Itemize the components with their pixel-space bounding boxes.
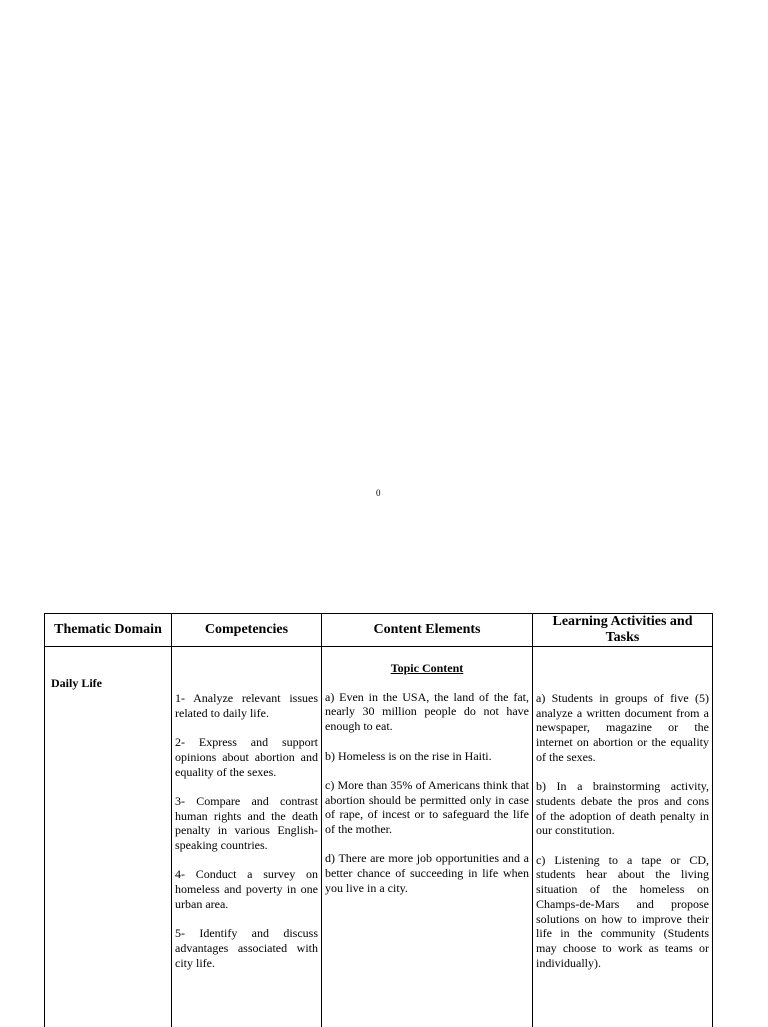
competencies-cell — [172, 647, 322, 1027]
activity-item: b) In a brainstorming activity, students debate the pros and cons of the adoption of death penalty in our constitution. — [536, 779, 709, 838]
header-competencies: Competencies — [172, 614, 322, 647]
domain-label: Daily Life — [48, 676, 168, 691]
content-elements-list — [325, 690, 529, 896]
domain-cell — [45, 647, 172, 1027]
activity-item: c) Listening to a tape or CD, students hear about the living situation of the homeless on Champs-de-Mars and propose solutions on how to improve their life in the community (Students may choose to work as teams or individually). — [536, 853, 709, 971]
page-marker: 0 — [376, 488, 381, 498]
competency-item: 3- Compare and contrast human rights and the death penalty in various English-speaking countries. — [175, 794, 318, 853]
content-element-item: b) Homeless is on the rise in Haiti. — [325, 749, 529, 764]
competency-item: 1- Analyze relevant issues related to daily life. — [175, 691, 318, 720]
competency-item: 2- Express and support opinions about abortion and equality of the sexes. — [175, 735, 318, 779]
header-learning-activities: Learning Activities and Tasks — [533, 614, 713, 647]
competencies-list — [175, 691, 318, 970]
competency-item: 5- Identify and discuss advantages associated with city life. — [175, 926, 318, 970]
topic-content-title: Topic Content — [325, 661, 529, 676]
activities-cell — [533, 647, 713, 1027]
content-element-item: a) Even in the USA, the land of the fat, nearly 30 million people do not have enough to eat. — [325, 690, 529, 734]
table-row — [45, 647, 713, 1027]
header-content-elements: Content Elements — [322, 614, 533, 647]
header-thematic-domain: Thematic Domain — [45, 614, 172, 647]
activities-list — [536, 691, 709, 970]
content-element-item: d) There are more job opportunities and a better chance of succeeding in life when you live in a city. — [325, 851, 529, 895]
table-header-row — [45, 614, 713, 647]
activity-item: a) Students in groups of five (5) analyze a written document from a newspaper, magazine or the internet on abortion or the equality of the sexes. — [536, 691, 709, 765]
content-elements-cell — [322, 647, 533, 1027]
content-element-item: c) More than 35% of Americans think that abortion should be permitted only in case of rape, of incest or to safeguard the life of the mother. — [325, 778, 529, 837]
curriculum-table — [44, 613, 713, 1027]
competency-item: 4- Conduct a survey on homeless and poverty in one urban area. — [175, 867, 318, 911]
